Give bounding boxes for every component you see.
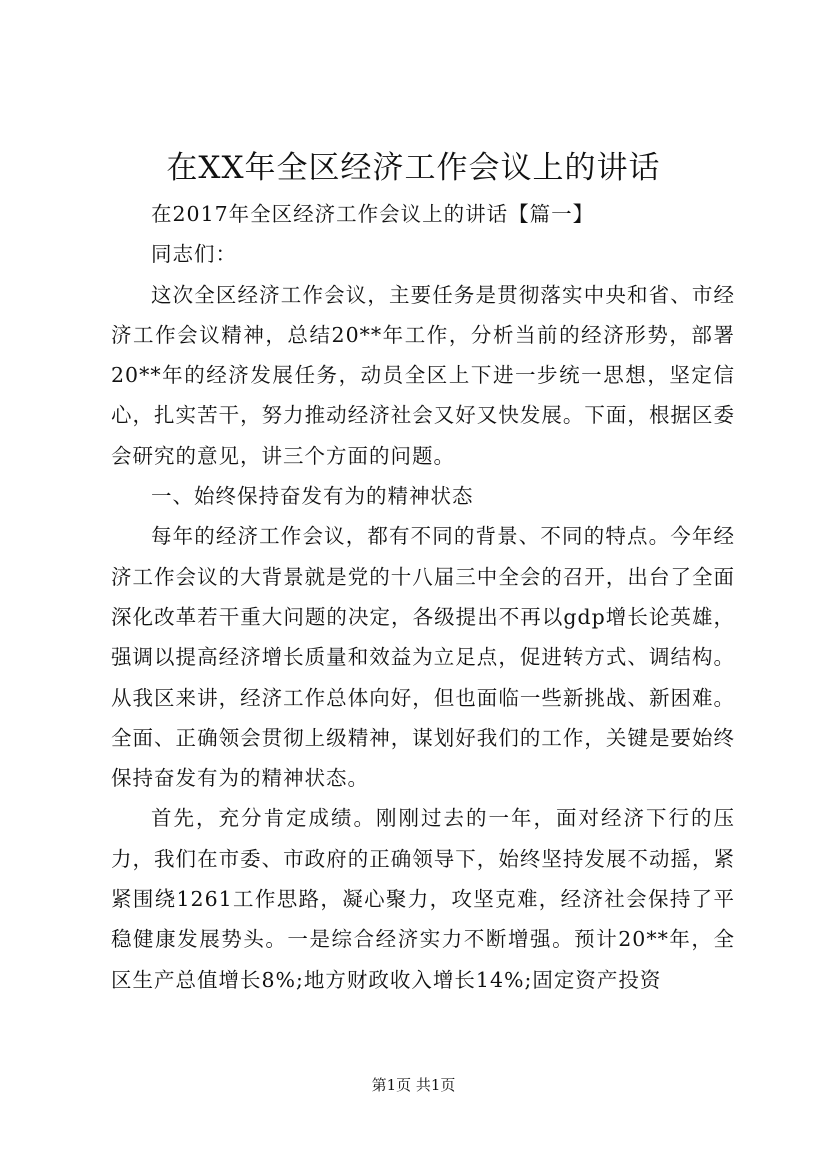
salutation: 同志们： <box>151 242 237 267</box>
document-title: 在XX年全区经济工作会议上的讲话 <box>166 150 661 186</box>
document-body <box>111 194 735 1000</box>
body-paragraph: 每年的经济工作会议，都有不同的背景、不同的特点。今年经济工作会议的大背景就是党的十八届三中全会的召开，出台了全面深化改革若干重大问题的决定，各级提出不再以gdp增长论英雄，强调以提高经济增长质量和效益为立足点，促进转方式、调结构。从我区来讲，经济工作总体向好，但也面临一些新挑战、新困难。全面、正确领会贯彻上级精神，谋划好我们的工作，关键是要始终保持奋发有为的精神状态。 <box>111 524 735 791</box>
page-number-footer: 第1页 共1页 <box>371 1076 456 1094</box>
section-heading: 在2017年全区经济工作会议上的讲话【篇一】 <box>151 202 595 226</box>
body-paragraph: 这次全区经济工作会议，主要任务是贯彻落实中央和省、市经济工作会议精神，总结20**年工作，分析当前的经济形势，部署20**年的经济发展任务，动员全区上下进一步统一思想，坚定信心，扎实苦干，努力推动经济社会又好又快发展。下面，根据区委会研究的意见，讲三个方面的问题。 <box>111 282 735 468</box>
body-paragraph: 首先，充分肯定成绩。刚刚过去的一年，面对经济下行的压力，我们在市委、市政府的正确领导下，始终坚持发展不动摇，紧紧围绕1261工作思路，凝心聚力，攻坚克难，经济社会保持了平稳健康发展势头。一是综合经济实力不断增强。预计20**年，全区生产总值增长8%;地方财政收入增长14%;固定资产投资 <box>111 806 735 992</box>
subsection-heading: 一、始终保持奋发有为的精神状态 <box>151 484 474 509</box>
